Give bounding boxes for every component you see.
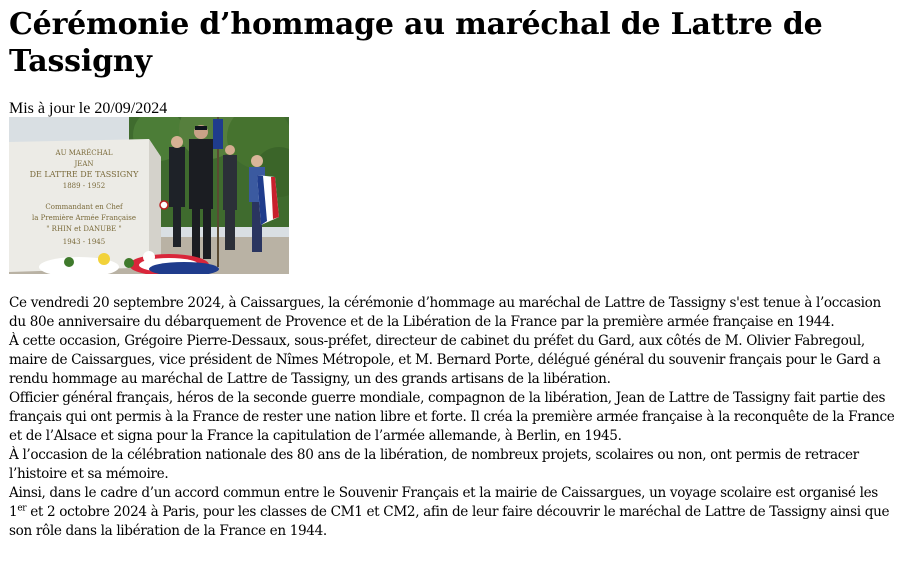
article-body	[9, 294, 899, 541]
paragraph	[9, 484, 899, 541]
paragraph: Ce vendredi 20 septembre 2024, à Caissargues, la cérémonie d’hommage au maréchal de Lattre de Tassigny s'est tenue à l’occasion du 80e anniversaire du débarquement de Provence et de la Libération de la France par la première armée française en 1944.	[9, 295, 881, 330]
paragraph: Officier général français, héros de la seconde guerre mondiale, compagnon de la libération, Jean de Lattre de Tassigny fait partie des français qui ont permis à la France de rester une nation libre et forte. Il créa la première armée française à la reconquête de la France et de l’Alsace et signa pour la France la capitulation de l’armée allemande, à Berlin, en 1945.	[9, 390, 895, 444]
monument-line: DE LATTRE DE TASSIGNY	[29, 170, 139, 179]
ceremony-photo	[9, 117, 289, 274]
monument-line: la Première Armée Française	[31, 214, 137, 222]
paragraph: À l’occasion de la célébration nationale des 80 ans de la libération, de nombreux projets, scolaires ou non, ont permis de retracer l’histoire et sa mémoire.	[9, 447, 859, 482]
page-title: Cérémonie d’hommage au maréchal de Lattre de Tassigny	[9, 7, 823, 79]
article	[9, 0, 899, 539]
paragraph-text: Ainsi, dans le cadre d’un accord commun entre le Souvenir Français et la mairie de Caissargues, un voyage scolaire est organisé les 1	[9, 485, 878, 520]
monument-line: JEAN	[74, 160, 94, 168]
monument-line: AU MARÉCHAL	[55, 149, 113, 157]
monument-line: 1889 - 1952	[62, 182, 106, 190]
paragraph-text: et 2 octobre 2024 à Paris, pour les classes de CM1 et CM2, afin de leur faire découvrir le maréchal de Lattre de Tassigny ainsi que son rôle dans la libération de la France en 1944.	[9, 504, 890, 539]
ordinal-suffix: er	[17, 503, 27, 514]
paragraph: À cette occasion, Grégoire Pierre-Dessaux, sous-préfet, directeur de cabinet du préfet du Gard, aux côtés de M. Olivier Fabregoul, maire de Caissargues, vice président de Nîmes Métropole, et M. Bernard Porte, délégué général du souvenir français pour le Gard a rendu hommage au maréchal de Lattre de Tassigny, un des grands artisans de la libération.	[9, 333, 881, 387]
update-date: Mis à jour le 20/09/2024	[9, 100, 168, 117]
monument-line: 1943 - 1945	[62, 238, 106, 246]
monument-line: Commandant en Chef	[45, 203, 123, 211]
monument-line: " RHIN et DANUBE "	[46, 225, 122, 233]
